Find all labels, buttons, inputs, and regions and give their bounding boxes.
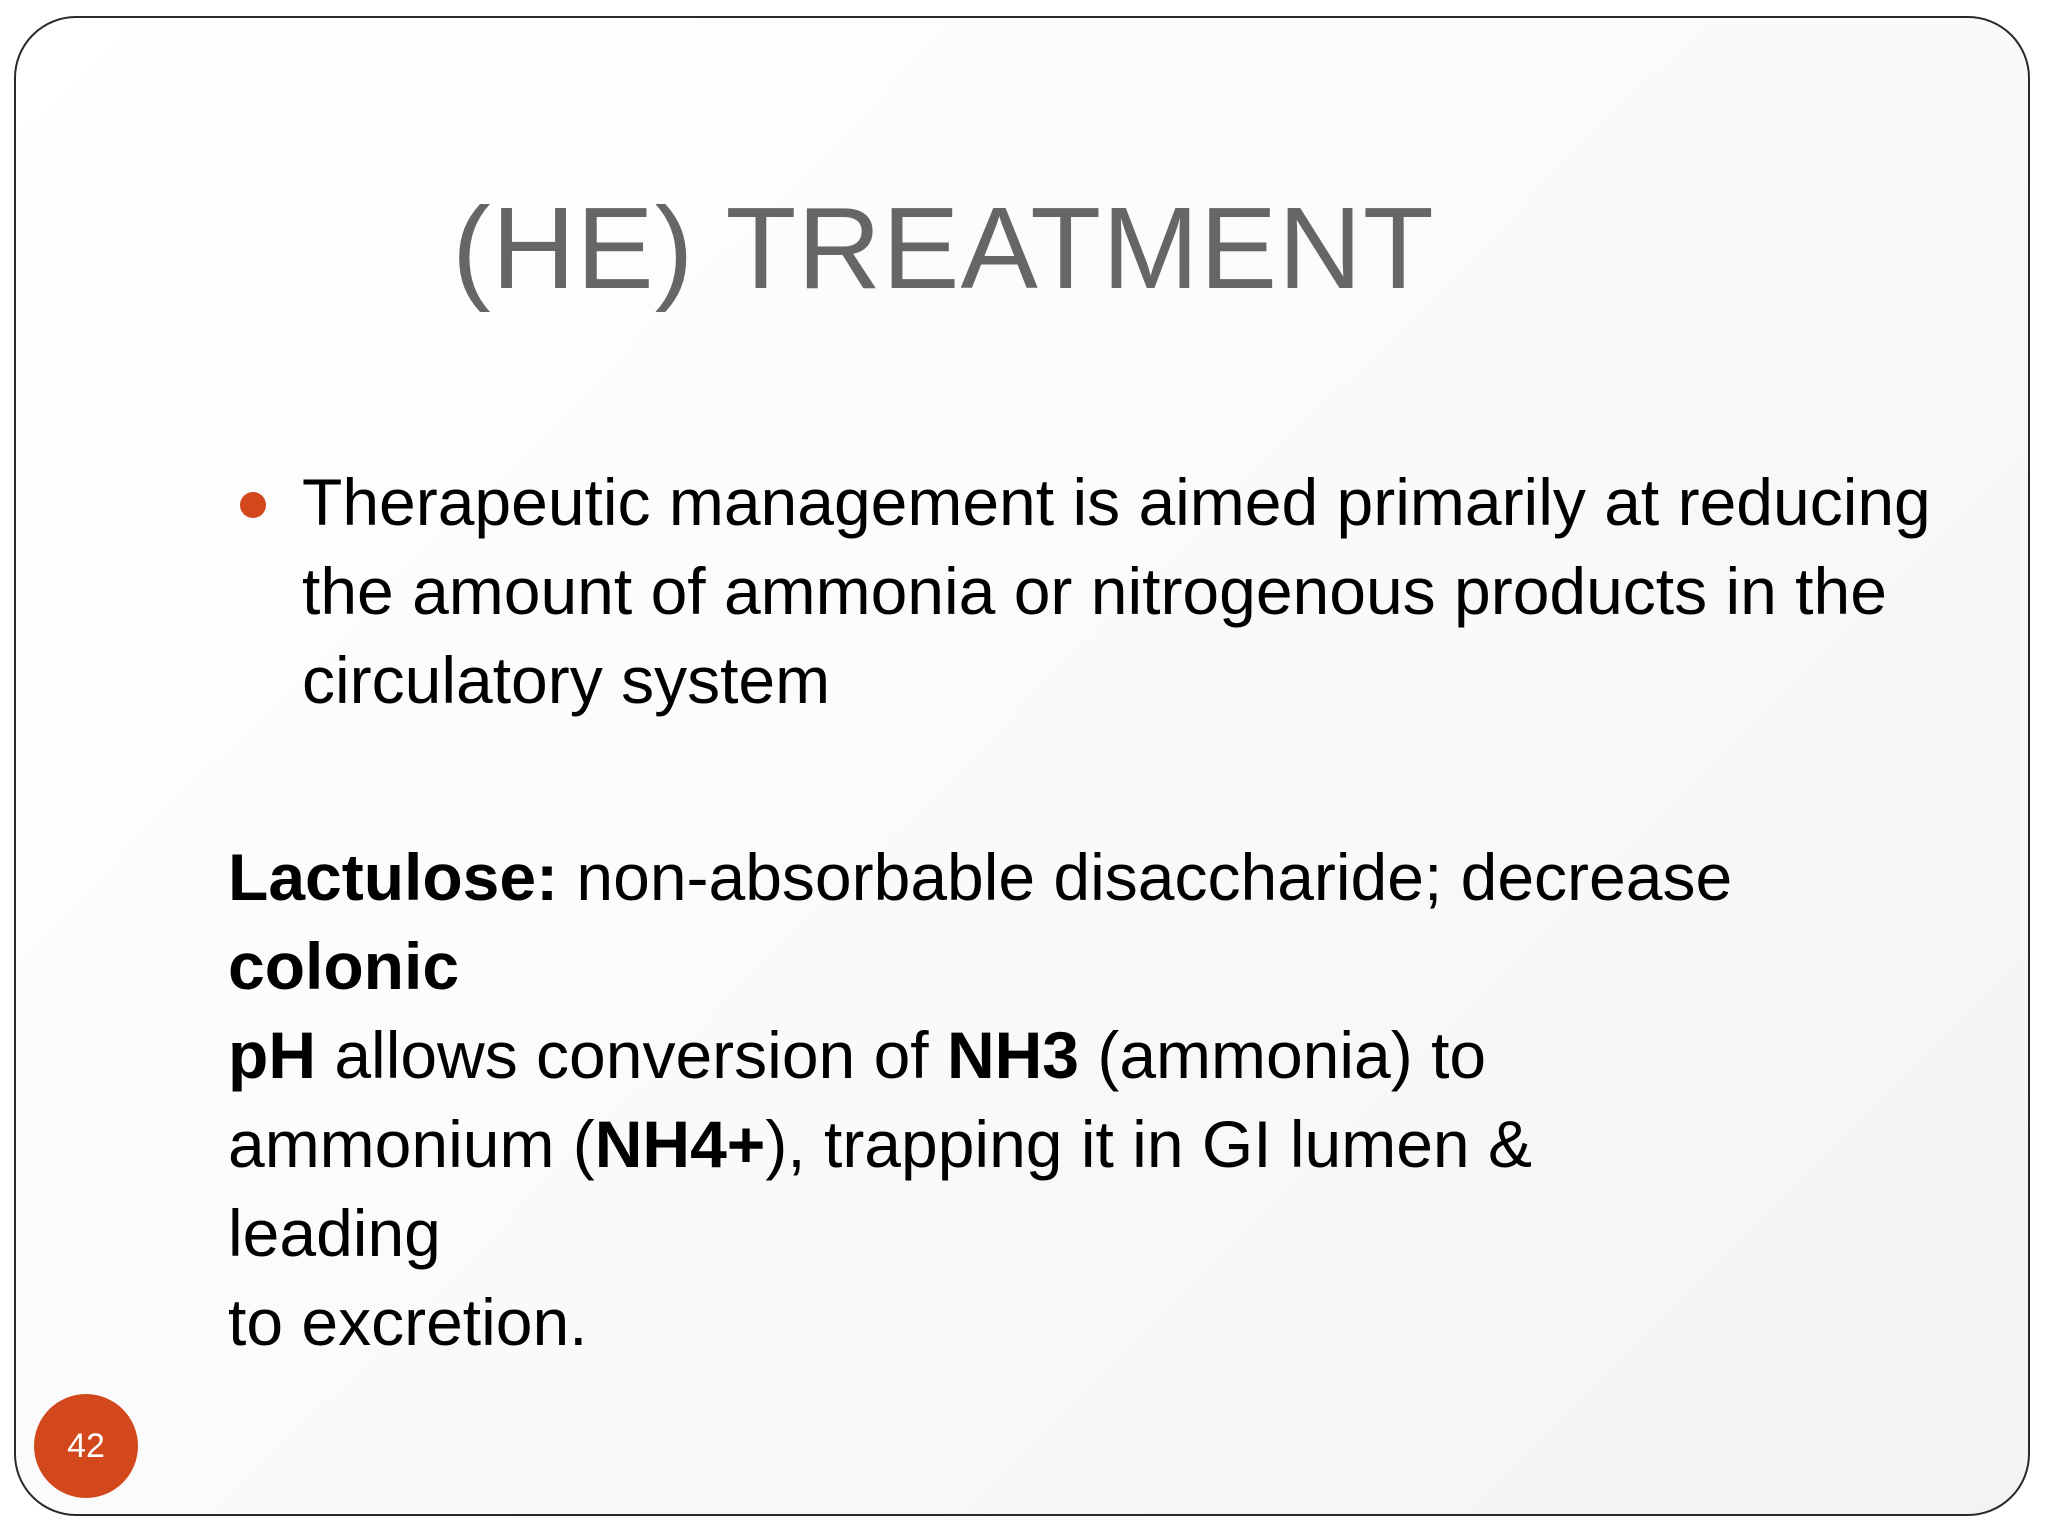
- term-nh4: NH4+: [594, 1107, 766, 1181]
- body-line: to excretion.: [228, 1285, 588, 1359]
- body-line: [228, 1011, 1988, 1100]
- bullet-dot-icon: [240, 492, 266, 518]
- body-line: [228, 922, 1988, 1011]
- term-nh3: NH3: [946, 1018, 1079, 1092]
- body-text-segment: allows conversion of: [315, 1018, 947, 1092]
- slide-title: (HE) TREATMENT: [452, 183, 1435, 313]
- lactulose-paragraph: [228, 833, 1988, 1367]
- body-text-segment: ammonium (: [228, 1107, 595, 1181]
- body-text-segment: non-absorbable disaccharide; decrease: [558, 840, 1733, 914]
- page-number-badge: 42: [34, 1394, 138, 1498]
- body-line: leading: [228, 1196, 441, 1270]
- body-line: [228, 833, 1988, 922]
- term-colonic: colonic: [228, 929, 460, 1003]
- bullet-text: Therapeutic management is aimed primarily at reducing the amount of ammonia or nitrogenous products in the circulatory system: [302, 465, 1931, 717]
- body-line: [228, 1100, 1988, 1189]
- term-lactulose: Lactulose:: [228, 840, 559, 914]
- body-text-segment: (ammonia) to: [1079, 1018, 1487, 1092]
- term-ph: pH: [228, 1018, 316, 1092]
- body-text-segment: ), trapping it in GI lumen &: [765, 1107, 1532, 1181]
- slide: [14, 16, 2030, 1516]
